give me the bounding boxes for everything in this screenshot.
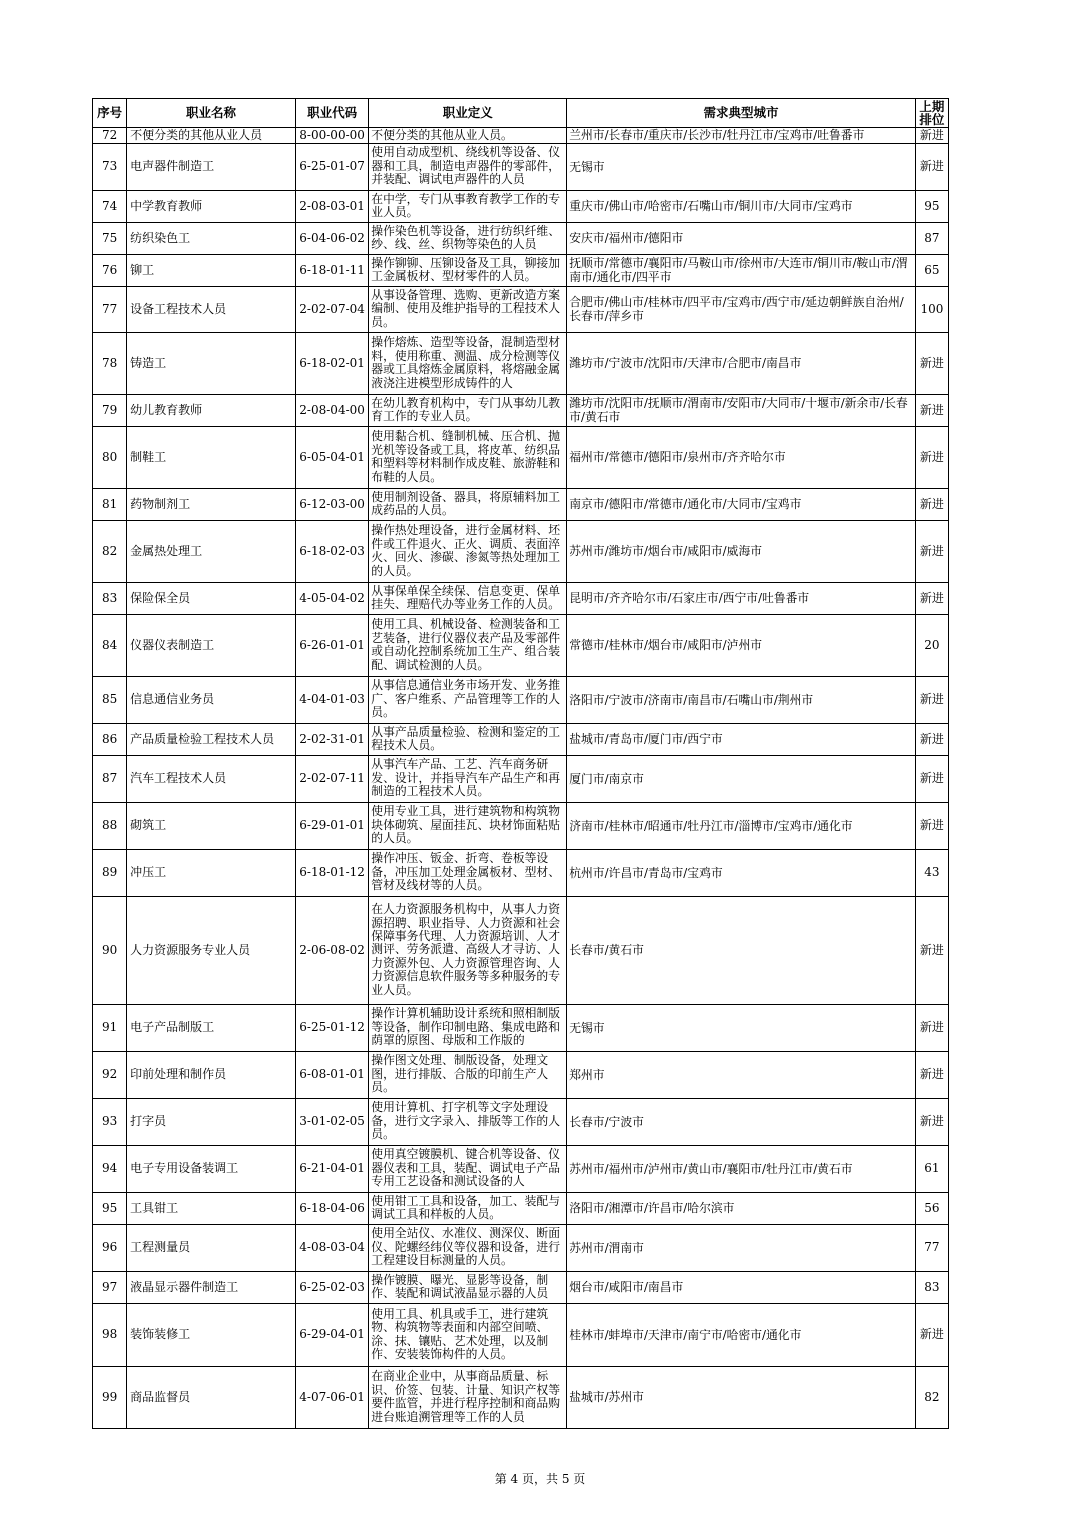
typical-cities: 潍坊市/沈阳市/抚顺市/渭南市/安阳市/大同市/十堰市/新余市/长春市/黄石市 <box>567 394 916 426</box>
table-row <box>93 896 949 1004</box>
occupation-name: 铸造工 <box>127 332 296 394</box>
typical-cities: 烟台市/咸阳市/南昌市 <box>567 1271 916 1303</box>
occupation-code: 3-01-02-05 <box>295 1098 368 1145</box>
row-number: 94 <box>93 1145 127 1192</box>
table-row <box>93 1224 949 1271</box>
occupation-definition: 在人力资源服务机构中，从事人力资源招聘、职业指导、人力资源和社会保障事务代理、人力资源培训、人才测评、劳务派遣、高级人才寻访、人力资源外包、人力资源管理咨询、人力资源信息软件服务等多种服务的专业人员。 <box>369 896 567 1004</box>
table-row <box>93 1051 949 1098</box>
typical-cities: 苏州市/福州市/泸州市/黄山市/襄阳市/牡丹江市/黄石市 <box>567 1145 916 1192</box>
row-number: 79 <box>93 394 127 426</box>
previous-rank: 新进 <box>915 1004 948 1051</box>
table-row <box>93 676 949 723</box>
occupation-code: 6-18-04-06 <box>295 1192 368 1224</box>
typical-cities: 无锡市 <box>567 143 916 190</box>
row-number: 84 <box>93 614 127 676</box>
previous-rank: 新进 <box>915 1098 948 1145</box>
typical-cities: 厦门市/南京市 <box>567 755 916 802</box>
typical-cities: 洛阳市/宁波市/济南市/南昌市/石嘴山市/荆州市 <box>567 676 916 723</box>
occupation-definition: 使用自动成型机、绕线机等设备、仪器和工具，制造电声器件的零部件，并装配、调试电声器件的人员 <box>369 143 567 190</box>
typical-cities: 南京市/德阳市/常德市/通化市/大同市/宝鸡市 <box>567 488 916 520</box>
occupation-definition: 操作计算机辅助设计系统和照相制版等设备，制作印制电路、集成电路和荫罩的原图、母版和工作版的 <box>369 1004 567 1051</box>
occupation-definition: 使用钳工工具和设备，加工、装配与调试工具和样板的人员。 <box>369 1192 567 1224</box>
previous-rank: 56 <box>915 1192 948 1224</box>
typical-cities: 苏州市/潍坊市/烟台市/咸阳市/威海市 <box>567 520 916 582</box>
occupation-code: 2-02-31-01 <box>295 723 368 755</box>
row-number: 90 <box>93 896 127 1004</box>
typical-cities: 长春市/黄石市 <box>567 896 916 1004</box>
occupation-code: 2-02-07-11 <box>295 755 368 802</box>
previous-rank: 新进 <box>915 676 948 723</box>
occupation-code: 6-18-01-11 <box>295 254 368 286</box>
occupation-definition: 使用制剂设备、器具，将原辅料加工成药品的人员。 <box>369 488 567 520</box>
previous-rank: 新进 <box>915 723 948 755</box>
table-row <box>93 582 949 614</box>
row-number: 97 <box>93 1271 127 1303</box>
occupation-definition: 使用计算机、打字机等文字处理设备，进行文字录入、排版等工作的人员。 <box>369 1098 567 1145</box>
table-row <box>93 128 949 144</box>
typical-cities: 昆明市/齐齐哈尔市/石家庄市/西宁市/吐鲁番市 <box>567 582 916 614</box>
occupation-name: 人力资源服务专业人员 <box>127 896 296 1004</box>
header-rank: 上期 排位 <box>915 99 948 128</box>
occupation-name: 不便分类的其他从业人员 <box>127 128 296 144</box>
row-number: 80 <box>93 426 127 488</box>
table-row <box>93 190 949 222</box>
occupation-definition: 从事信息通信业务市场开发、业务推广、客户维系、产品管理等工作的人员。 <box>369 676 567 723</box>
previous-rank: 95 <box>915 190 948 222</box>
occupation-table <box>92 98 949 1429</box>
table-row <box>93 143 949 190</box>
row-number: 93 <box>93 1098 127 1145</box>
row-number: 75 <box>93 222 127 254</box>
typical-cities: 无锡市 <box>567 1004 916 1051</box>
occupation-code: 6-29-01-01 <box>295 802 368 849</box>
typical-cities: 桂林市/蚌埠市/天津市/南宁市/哈密市/通化市 <box>567 1303 916 1366</box>
occupation-code: 6-25-01-12 <box>295 1004 368 1051</box>
row-number: 72 <box>93 128 127 144</box>
table-row <box>93 1145 949 1192</box>
occupation-definition: 使用全站仪、水准仪、测深仪、断面仪、陀螺经纬仪等仪器和设备，进行工程建设目标测量的人员。 <box>369 1224 567 1271</box>
occupation-definition: 不便分类的其他从业人员。 <box>369 128 567 144</box>
occupation-definition: 从事保单保全续保、信息变更、保单挂失、理赔代办等业务工作的人员。 <box>369 582 567 614</box>
previous-rank: 新进 <box>915 426 948 488</box>
previous-rank: 新进 <box>915 802 948 849</box>
occupation-definition: 操作镀膜、曝光、显影等设备，制作、装配和调试液晶显示器的人员 <box>369 1271 567 1303</box>
table-row <box>93 1271 949 1303</box>
occupation-definition: 在中学，专门从事教育教学工作的专业人员。 <box>369 190 567 222</box>
typical-cities: 杭州市/许昌市/青岛市/宝鸡市 <box>567 849 916 896</box>
occupation-definition: 操作热处理设备，进行金属材料、坯件或工件退火、正火、调质、表面淬火、回火、渗碳、渗氮等热处理加工的人员。 <box>369 520 567 582</box>
row-number: 83 <box>93 582 127 614</box>
header-no: 序号 <box>93 99 127 128</box>
row-number: 73 <box>93 143 127 190</box>
occupation-name: 电子产品制版工 <box>127 1004 296 1051</box>
occupation-definition: 使用黏合机、缝制机械、压合机、抛光机等设备或工具，将皮革、纺织品和塑料等材料制作成皮鞋、旅游鞋和布鞋的人员。 <box>369 426 567 488</box>
occupation-code: 4-05-04-02 <box>295 582 368 614</box>
occupation-name: 砌筑工 <box>127 802 296 849</box>
table-row <box>93 426 949 488</box>
occupation-definition: 操作图文处理、制版设备，处理文图，进行排版、合版的印前生产人员。 <box>369 1051 567 1098</box>
occupation-code: 6-18-01-12 <box>295 849 368 896</box>
occupation-definition: 使用工具、机具或手工，进行建筑物、构筑物等表面和内部空间喷、涂、抹、镶贴、艺术处理，以及制作、安装装饰构件的人员。 <box>369 1303 567 1366</box>
occupation-definition: 从事产品质量检验、检测和鉴定的工程技术人员。 <box>369 723 567 755</box>
table-row <box>93 286 949 332</box>
occupation-definition: 使用工具、机械设备、检测装备和工艺装备，进行仪器仪表产品及零部件或自动化控制系统加工生产、组合装配、调试检测的人员。 <box>369 614 567 676</box>
occupation-definition: 操作染色机等设备，进行纺织纤维、纱、线、丝、织物等染色的人员 <box>369 222 567 254</box>
occupation-name: 汽车工程技术人员 <box>127 755 296 802</box>
previous-rank: 82 <box>915 1366 948 1428</box>
typical-cities: 福州市/常德市/德阳市/泉州市/齐齐哈尔市 <box>567 426 916 488</box>
table-row <box>93 332 949 394</box>
occupation-definition: 操作铆铆、压铆设备及工具，铆接加工金属板材、型材零件的人员。 <box>369 254 567 286</box>
row-number: 81 <box>93 488 127 520</box>
row-number: 92 <box>93 1051 127 1098</box>
row-number: 85 <box>93 676 127 723</box>
table-row <box>93 1366 949 1428</box>
row-number: 82 <box>93 520 127 582</box>
occupation-definition: 使用专业工具，进行建筑物和构筑物块体砌筑、屋面挂瓦、块材饰面粘贴的人员。 <box>369 802 567 849</box>
occupation-name: 信息通信业务员 <box>127 676 296 723</box>
previous-rank: 61 <box>915 1145 948 1192</box>
table-row <box>93 614 949 676</box>
occupation-code: 8-00-00-00 <box>295 128 368 144</box>
typical-cities: 洛阳市/湘潭市/许昌市/哈尔滨市 <box>567 1192 916 1224</box>
row-number: 91 <box>93 1004 127 1051</box>
occupation-name: 仪器仪表制造工 <box>127 614 296 676</box>
page-footer: 第 4 页，共 5 页 <box>494 1472 586 1486</box>
row-number: 74 <box>93 190 127 222</box>
occupation-definition: 从事汽车产品、工艺、汽车商务研发、设计，并指导汽车产品生产和再制造的工程技术人员。 <box>369 755 567 802</box>
table-row <box>93 394 949 426</box>
occupation-name: 制鞋工 <box>127 426 296 488</box>
typical-cities: 郑州市 <box>567 1051 916 1098</box>
table-row <box>93 1303 949 1366</box>
typical-cities: 抚顺市/常德市/襄阳市/马鞍山市/徐州市/大连市/铜川市/鞍山市/渭南市/通化市/四平市 <box>567 254 916 286</box>
occupation-code: 4-04-01-03 <box>295 676 368 723</box>
table-header-row <box>93 99 949 128</box>
table-row <box>93 723 949 755</box>
table-row <box>93 1004 949 1051</box>
occupation-definition: 使用真空镀膜机、键合机等设备、仪器仪表和工具，装配、调试电子产品专用工艺设备和测试设备的人 <box>369 1145 567 1192</box>
occupation-name: 产品质量检验工程技术人员 <box>127 723 296 755</box>
occupation-code: 6-05-04-01 <box>295 426 368 488</box>
occupation-name: 金属热处理工 <box>127 520 296 582</box>
typical-cities: 兰州市/长春市/重庆市/长沙市/牡丹江市/宝鸡市/吐鲁番市 <box>567 128 916 144</box>
table-row <box>93 849 949 896</box>
occupation-code: 6-12-03-00 <box>295 488 368 520</box>
header-name: 职业名称 <box>127 99 296 128</box>
table-row <box>93 488 949 520</box>
typical-cities: 盐城市/青岛市/厦门市/西宁市 <box>567 723 916 755</box>
header-cities: 需求典型城市 <box>567 99 916 128</box>
occupation-code: 2-06-08-02 <box>295 896 368 1004</box>
row-number: 99 <box>93 1366 127 1428</box>
occupation-name: 电声器件制造工 <box>127 143 296 190</box>
row-number: 89 <box>93 849 127 896</box>
occupation-name: 商品监督员 <box>127 1366 296 1428</box>
previous-rank: 新进 <box>915 896 948 1004</box>
previous-rank: 新进 <box>915 143 948 190</box>
typical-cities: 合肥市/佛山市/桂林市/四平市/宝鸡市/西宁市/延边朝鲜族自治州/长春市/萍乡市 <box>567 286 916 332</box>
previous-rank: 新进 <box>915 520 948 582</box>
occupation-code: 6-25-02-03 <box>295 1271 368 1303</box>
occupation-definition: 从事设备管理、选购、更新改造方案编制、使用及维护指导的工程技术人员。 <box>369 286 567 332</box>
table-row <box>93 222 949 254</box>
table-row <box>93 802 949 849</box>
occupation-name: 幼儿教育教师 <box>127 394 296 426</box>
occupation-name: 工程测量员 <box>127 1224 296 1271</box>
typical-cities: 安庆市/福州市/德阳市 <box>567 222 916 254</box>
occupation-name: 装饰装修工 <box>127 1303 296 1366</box>
occupation-name: 冲压工 <box>127 849 296 896</box>
occupation-definition: 在幼儿教育机构中，专门从事幼儿教育工作的专业人员。 <box>369 394 567 426</box>
occupation-name: 印前处理和制作员 <box>127 1051 296 1098</box>
occupation-code: 6-25-01-07 <box>295 143 368 190</box>
occupation-code: 6-29-04-01 <box>295 1303 368 1366</box>
occupation-name: 中学教育教师 <box>127 190 296 222</box>
occupation-code: 6-18-02-01 <box>295 332 368 394</box>
occupation-code: 6-18-02-03 <box>295 520 368 582</box>
previous-rank: 87 <box>915 222 948 254</box>
row-number: 88 <box>93 802 127 849</box>
table-row <box>93 254 949 286</box>
previous-rank: 83 <box>915 1271 948 1303</box>
previous-rank: 20 <box>915 614 948 676</box>
row-number: 86 <box>93 723 127 755</box>
row-number: 77 <box>93 286 127 332</box>
row-number: 98 <box>93 1303 127 1366</box>
occupation-name: 打字员 <box>127 1098 296 1145</box>
previous-rank: 新进 <box>915 582 948 614</box>
previous-rank: 43 <box>915 849 948 896</box>
row-number: 78 <box>93 332 127 394</box>
typical-cities: 重庆市/佛山市/哈密市/石嘴山市/铜川市/大同市/宝鸡市 <box>567 190 916 222</box>
occupation-code: 6-08-01-01 <box>295 1051 368 1098</box>
previous-rank: 新进 <box>915 332 948 394</box>
occupation-code: 6-04-06-02 <box>295 222 368 254</box>
occupation-code: 6-26-01-01 <box>295 614 368 676</box>
typical-cities: 济南市/桂林市/昭通市/牡丹江市/淄博市/宝鸡市/通化市 <box>567 802 916 849</box>
occupation-code: 4-08-03-04 <box>295 1224 368 1271</box>
table-row <box>93 1098 949 1145</box>
occupation-name: 电子专用设备装调工 <box>127 1145 296 1192</box>
occupation-definition: 操作熔炼、造型等设备，混制造型材料，使用称重、测温、成分检测等仪器或工具熔炼金属原料，将熔融金属液浇注进模型形成铸件的人 <box>369 332 567 394</box>
previous-rank: 新进 <box>915 755 948 802</box>
table-row <box>93 520 949 582</box>
previous-rank: 65 <box>915 254 948 286</box>
occupation-definition: 在商业企业中，从事商品质量、标识、价签、包装、计量、知识产权等要件监管，并进行程序控制和商品购进台账追溯管理等工作的人员 <box>369 1366 567 1428</box>
typical-cities: 长春市/宁波市 <box>567 1098 916 1145</box>
row-number: 95 <box>93 1192 127 1224</box>
previous-rank: 新进 <box>915 128 948 144</box>
occupation-name: 纺织染色工 <box>127 222 296 254</box>
row-number: 87 <box>93 755 127 802</box>
occupation-code: 6-21-04-01 <box>295 1145 368 1192</box>
previous-rank: 100 <box>915 286 948 332</box>
occupation-code: 4-07-06-01 <box>295 1366 368 1428</box>
occupation-name: 药物制剂工 <box>127 488 296 520</box>
occupation-name: 设备工程技术人员 <box>127 286 296 332</box>
typical-cities: 常德市/桂林市/烟台市/咸阳市/泸州市 <box>567 614 916 676</box>
table-row <box>93 755 949 802</box>
typical-cities: 苏州市/渭南市 <box>567 1224 916 1271</box>
previous-rank: 新进 <box>915 1051 948 1098</box>
occupation-name: 液晶显示器件制造工 <box>127 1271 296 1303</box>
typical-cities: 潍坊市/宁波市/沈阳市/天津市/合肥市/南昌市 <box>567 332 916 394</box>
table-row <box>93 1192 949 1224</box>
occupation-code: 2-02-07-04 <box>295 286 368 332</box>
previous-rank: 新进 <box>915 394 948 426</box>
row-number: 76 <box>93 254 127 286</box>
previous-rank: 新进 <box>915 488 948 520</box>
previous-rank: 新进 <box>915 1303 948 1366</box>
occupation-name: 工具钳工 <box>127 1192 296 1224</box>
occupation-code: 2-08-04-00 <box>295 394 368 426</box>
occupation-code: 2-08-03-01 <box>295 190 368 222</box>
header-definition: 职业定义 <box>369 99 567 128</box>
occupation-name: 保险保全员 <box>127 582 296 614</box>
typical-cities: 盐城市/苏州市 <box>567 1366 916 1428</box>
header-code: 职业代码 <box>295 99 368 128</box>
row-number: 96 <box>93 1224 127 1271</box>
previous-rank: 77 <box>915 1224 948 1271</box>
occupation-name: 铆工 <box>127 254 296 286</box>
occupation-definition: 操作冲压、钣金、折弯、卷板等设备，冲压加工处理金属板材、型材、管材及线材等的人员。 <box>369 849 567 896</box>
